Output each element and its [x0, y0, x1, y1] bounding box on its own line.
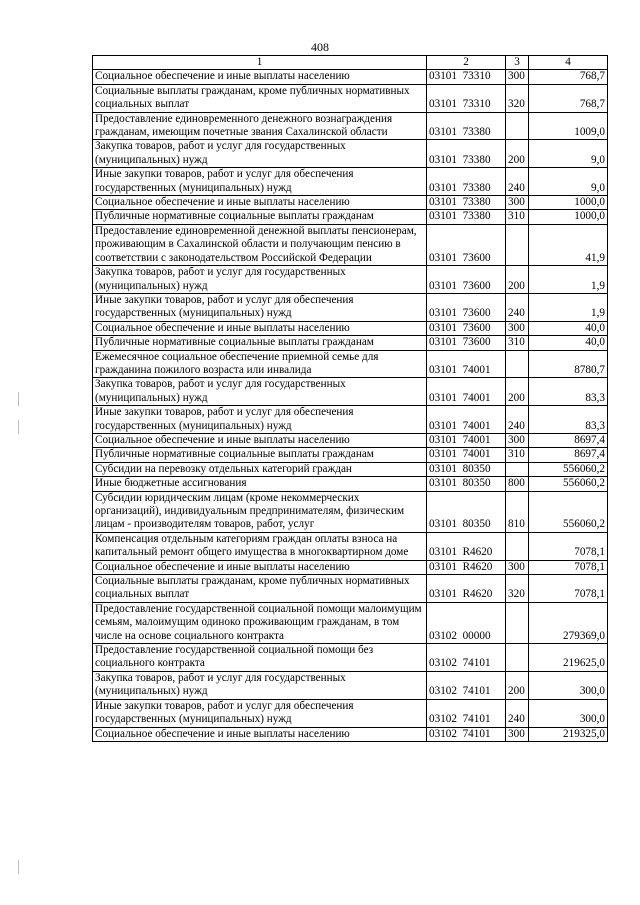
cell-amount: 40,0: [529, 321, 608, 335]
cell-amount: 83,3: [529, 406, 608, 434]
cell-amount: 1000,0: [529, 210, 608, 224]
cell-amount: 40,0: [529, 336, 608, 350]
margin-mark: [18, 392, 19, 406]
cell-code: 03101 73600: [427, 293, 506, 321]
cell-code: 03101 73380: [427, 112, 506, 140]
table-row: [93, 84, 608, 112]
table-row: [93, 575, 608, 603]
cell-amount: 219325,0: [529, 727, 608, 741]
cell-name: Субсидии юридическим лицам (кроме некоммерческих организаций), индивидуальным предпринимателям, физическим лицам - производителям товаров, работ, услуг: [93, 491, 427, 532]
table-row: [93, 671, 608, 699]
cell-amount: 768,7: [529, 84, 608, 112]
cell-amount: 1,9: [529, 293, 608, 321]
table-row: [93, 266, 608, 294]
cell-name: Социальное обеспечение и иные выплаты населению: [93, 196, 427, 210]
cell-type: 300: [506, 560, 529, 574]
cell-name: Предоставление единовременного денежного вознаграждения гражданам, имеющим почетные звания Сахалинской области: [93, 112, 427, 140]
cell-amount: 7078,1: [529, 560, 608, 574]
cell-amount: 300,0: [529, 699, 608, 727]
cell-type: [506, 462, 529, 476]
cell-type: 320: [506, 575, 529, 603]
table-row: [93, 560, 608, 574]
cell-code: 03101 73380: [427, 210, 506, 224]
cell-code: 03102 74101: [427, 671, 506, 699]
table-row: [93, 727, 608, 741]
header-col-1: 1: [93, 56, 427, 70]
cell-name: Социальные выплаты гражданам, кроме публичных нормативных социальных выплат: [93, 575, 427, 603]
cell-code: 03101 73600: [427, 321, 506, 335]
table-row: [93, 448, 608, 462]
cell-name: Компенсация отдельным категориям граждан оплаты взноса на капитальный ремонт общего имущества в многоквартирном доме: [93, 532, 427, 560]
cell-type: [506, 224, 529, 265]
cell-code: 03102 74101: [427, 727, 506, 741]
budget-table: [92, 55, 608, 742]
cell-name: Иные закупки товаров, работ и услуг для обеспечения государственных (муниципальных) нужд: [93, 168, 427, 196]
cell-type: 310: [506, 336, 529, 350]
cell-name: Предоставление государственной социальной помощи без социального контракта: [93, 644, 427, 672]
cell-amount: 1000,0: [529, 196, 608, 210]
cell-name: Предоставление единовременной денежной выплаты пенсионерам, проживающим в Сахалинской области и получающим пенсию в соответствии с законодательством Российской Федерации: [93, 224, 427, 265]
cell-amount: 279369,0: [529, 602, 608, 643]
cell-name: Публичные нормативные социальные выплаты гражданам: [93, 336, 427, 350]
cell-name: Ежемесячное социальное обеспечение приемной семье для гражданина пожилого возраста или инвалида: [93, 350, 427, 378]
cell-type: 240: [506, 699, 529, 727]
cell-code: 03101 74001: [427, 406, 506, 434]
table-row: [93, 406, 608, 434]
cell-name: Социальные выплаты гражданам, кроме публичных нормативных социальных выплат: [93, 84, 427, 112]
cell-type: 320: [506, 84, 529, 112]
cell-code: 03101 80350: [427, 491, 506, 532]
cell-type: [506, 112, 529, 140]
cell-amount: 768,7: [529, 70, 608, 84]
cell-code: 03101 73380: [427, 168, 506, 196]
header-col-2: 2: [427, 56, 506, 70]
cell-type: 300: [506, 433, 529, 447]
cell-amount: 8697,4: [529, 433, 608, 447]
table-row: [93, 112, 608, 140]
cell-name: Закупка товаров, работ и услуг для государственных (муниципальных) нужд: [93, 140, 427, 168]
cell-amount: 556060,2: [529, 491, 608, 532]
cell-code: 03102 74101: [427, 644, 506, 672]
cell-type: 240: [506, 293, 529, 321]
table-row: [93, 321, 608, 335]
cell-type: [506, 602, 529, 643]
cell-name: Социальное обеспечение и иные выплаты населению: [93, 321, 427, 335]
cell-type: 810: [506, 491, 529, 532]
table-header-row: [93, 56, 608, 70]
table-row: [93, 224, 608, 265]
cell-amount: 7078,1: [529, 575, 608, 603]
cell-code: 03101 R4620: [427, 532, 506, 560]
cell-code: 03101 R4620: [427, 560, 506, 574]
cell-name: Иные бюджетные ассигнования: [93, 477, 427, 491]
cell-type: 800: [506, 477, 529, 491]
table-row: [93, 699, 608, 727]
cell-name: Иные закупки товаров, работ и услуг для обеспечения государственных (муниципальных) нужд: [93, 699, 427, 727]
cell-code: 03101 R4620: [427, 575, 506, 603]
cell-name: Социальное обеспечение и иные выплаты населению: [93, 433, 427, 447]
cell-amount: 556060,2: [529, 477, 608, 491]
cell-amount: 9,0: [529, 140, 608, 168]
cell-code: 03102 74101: [427, 699, 506, 727]
cell-type: 310: [506, 448, 529, 462]
cell-amount: 41,9: [529, 224, 608, 265]
margin-mark: [18, 860, 19, 874]
cell-type: [506, 350, 529, 378]
table-row: [93, 644, 608, 672]
cell-type: 200: [506, 378, 529, 406]
cell-amount: 300,0: [529, 671, 608, 699]
table-row: [93, 462, 608, 476]
cell-code: 03101 74001: [427, 378, 506, 406]
cell-name: Субсидии на перевозку отдельных категорий граждан: [93, 462, 427, 476]
cell-type: 200: [506, 140, 529, 168]
cell-name: Закупка товаров, работ и услуг для государственных (муниципальных) нужд: [93, 378, 427, 406]
cell-amount: 8780,7: [529, 350, 608, 378]
cell-code: 03101 73380: [427, 196, 506, 210]
cell-type: 300: [506, 321, 529, 335]
cell-name: Закупка товаров, работ и услуг для государственных (муниципальных) нужд: [93, 266, 427, 294]
cell-code: 03101 73310: [427, 70, 506, 84]
table-row: [93, 168, 608, 196]
table-row: [93, 140, 608, 168]
cell-type: 200: [506, 266, 529, 294]
table-row: [93, 210, 608, 224]
cell-type: 310: [506, 210, 529, 224]
cell-name: Иные закупки товаров, работ и услуг для обеспечения государственных (муниципальных) нужд: [93, 293, 427, 321]
cell-amount: 83,3: [529, 378, 608, 406]
page-number: 408: [311, 40, 329, 54]
cell-amount: 9,0: [529, 168, 608, 196]
cell-name: Предоставление государственной социальной помощи малоимущим семьям, малоимущим одиноко проживающим гражданам, в том числе на основе социального контракта: [93, 602, 427, 643]
header-col-3: 3: [506, 56, 529, 70]
table-row: [93, 477, 608, 491]
cell-code: 03101 80350: [427, 477, 506, 491]
cell-name: Социальное обеспечение и иные выплаты населению: [93, 70, 427, 84]
cell-type: 300: [506, 727, 529, 741]
table-row: [93, 70, 608, 84]
margin-mark: [18, 420, 19, 434]
cell-type: 200: [506, 671, 529, 699]
cell-name: Публичные нормативные социальные выплаты гражданам: [93, 448, 427, 462]
cell-code: 03102 00000: [427, 602, 506, 643]
cell-name: Иные закупки товаров, работ и услуг для обеспечения государственных (муниципальных) нужд: [93, 406, 427, 434]
cell-amount: 219625,0: [529, 644, 608, 672]
cell-name: Социальное обеспечение и иные выплаты населению: [93, 727, 427, 741]
table-row: [93, 293, 608, 321]
cell-amount: 556060,2: [529, 462, 608, 476]
cell-amount: 8697,4: [529, 448, 608, 462]
cell-code: 03101 74001: [427, 433, 506, 447]
cell-code: 03101 73380: [427, 140, 506, 168]
cell-code: 03101 73600: [427, 336, 506, 350]
cell-type: [506, 532, 529, 560]
cell-type: 300: [506, 70, 529, 84]
table-row: [93, 196, 608, 210]
table-row: [93, 336, 608, 350]
cell-name: Закупка товаров, работ и услуг для государственных (муниципальных) нужд: [93, 671, 427, 699]
header-col-4: 4: [529, 56, 608, 70]
table-row: [93, 433, 608, 447]
cell-amount: 1,9: [529, 266, 608, 294]
table-row: [93, 378, 608, 406]
cell-type: 240: [506, 168, 529, 196]
cell-code: 03101 80350: [427, 462, 506, 476]
cell-code: 03101 73600: [427, 266, 506, 294]
table-row: [93, 350, 608, 378]
table-row: [93, 491, 608, 532]
cell-type: 300: [506, 196, 529, 210]
cell-amount: 1009,0: [529, 112, 608, 140]
cell-name: Публичные нормативные социальные выплаты гражданам: [93, 210, 427, 224]
table-body: [93, 70, 608, 742]
cell-type: [506, 644, 529, 672]
cell-name: Социальное обеспечение и иные выплаты населению: [93, 560, 427, 574]
cell-code: 03101 73600: [427, 224, 506, 265]
cell-code: 03101 74001: [427, 350, 506, 378]
cell-code: 03101 74001: [427, 448, 506, 462]
cell-type: 240: [506, 406, 529, 434]
table-row: [93, 532, 608, 560]
cell-code: 03101 73310: [427, 84, 506, 112]
cell-amount: 7078,1: [529, 532, 608, 560]
table-row: [93, 602, 608, 643]
